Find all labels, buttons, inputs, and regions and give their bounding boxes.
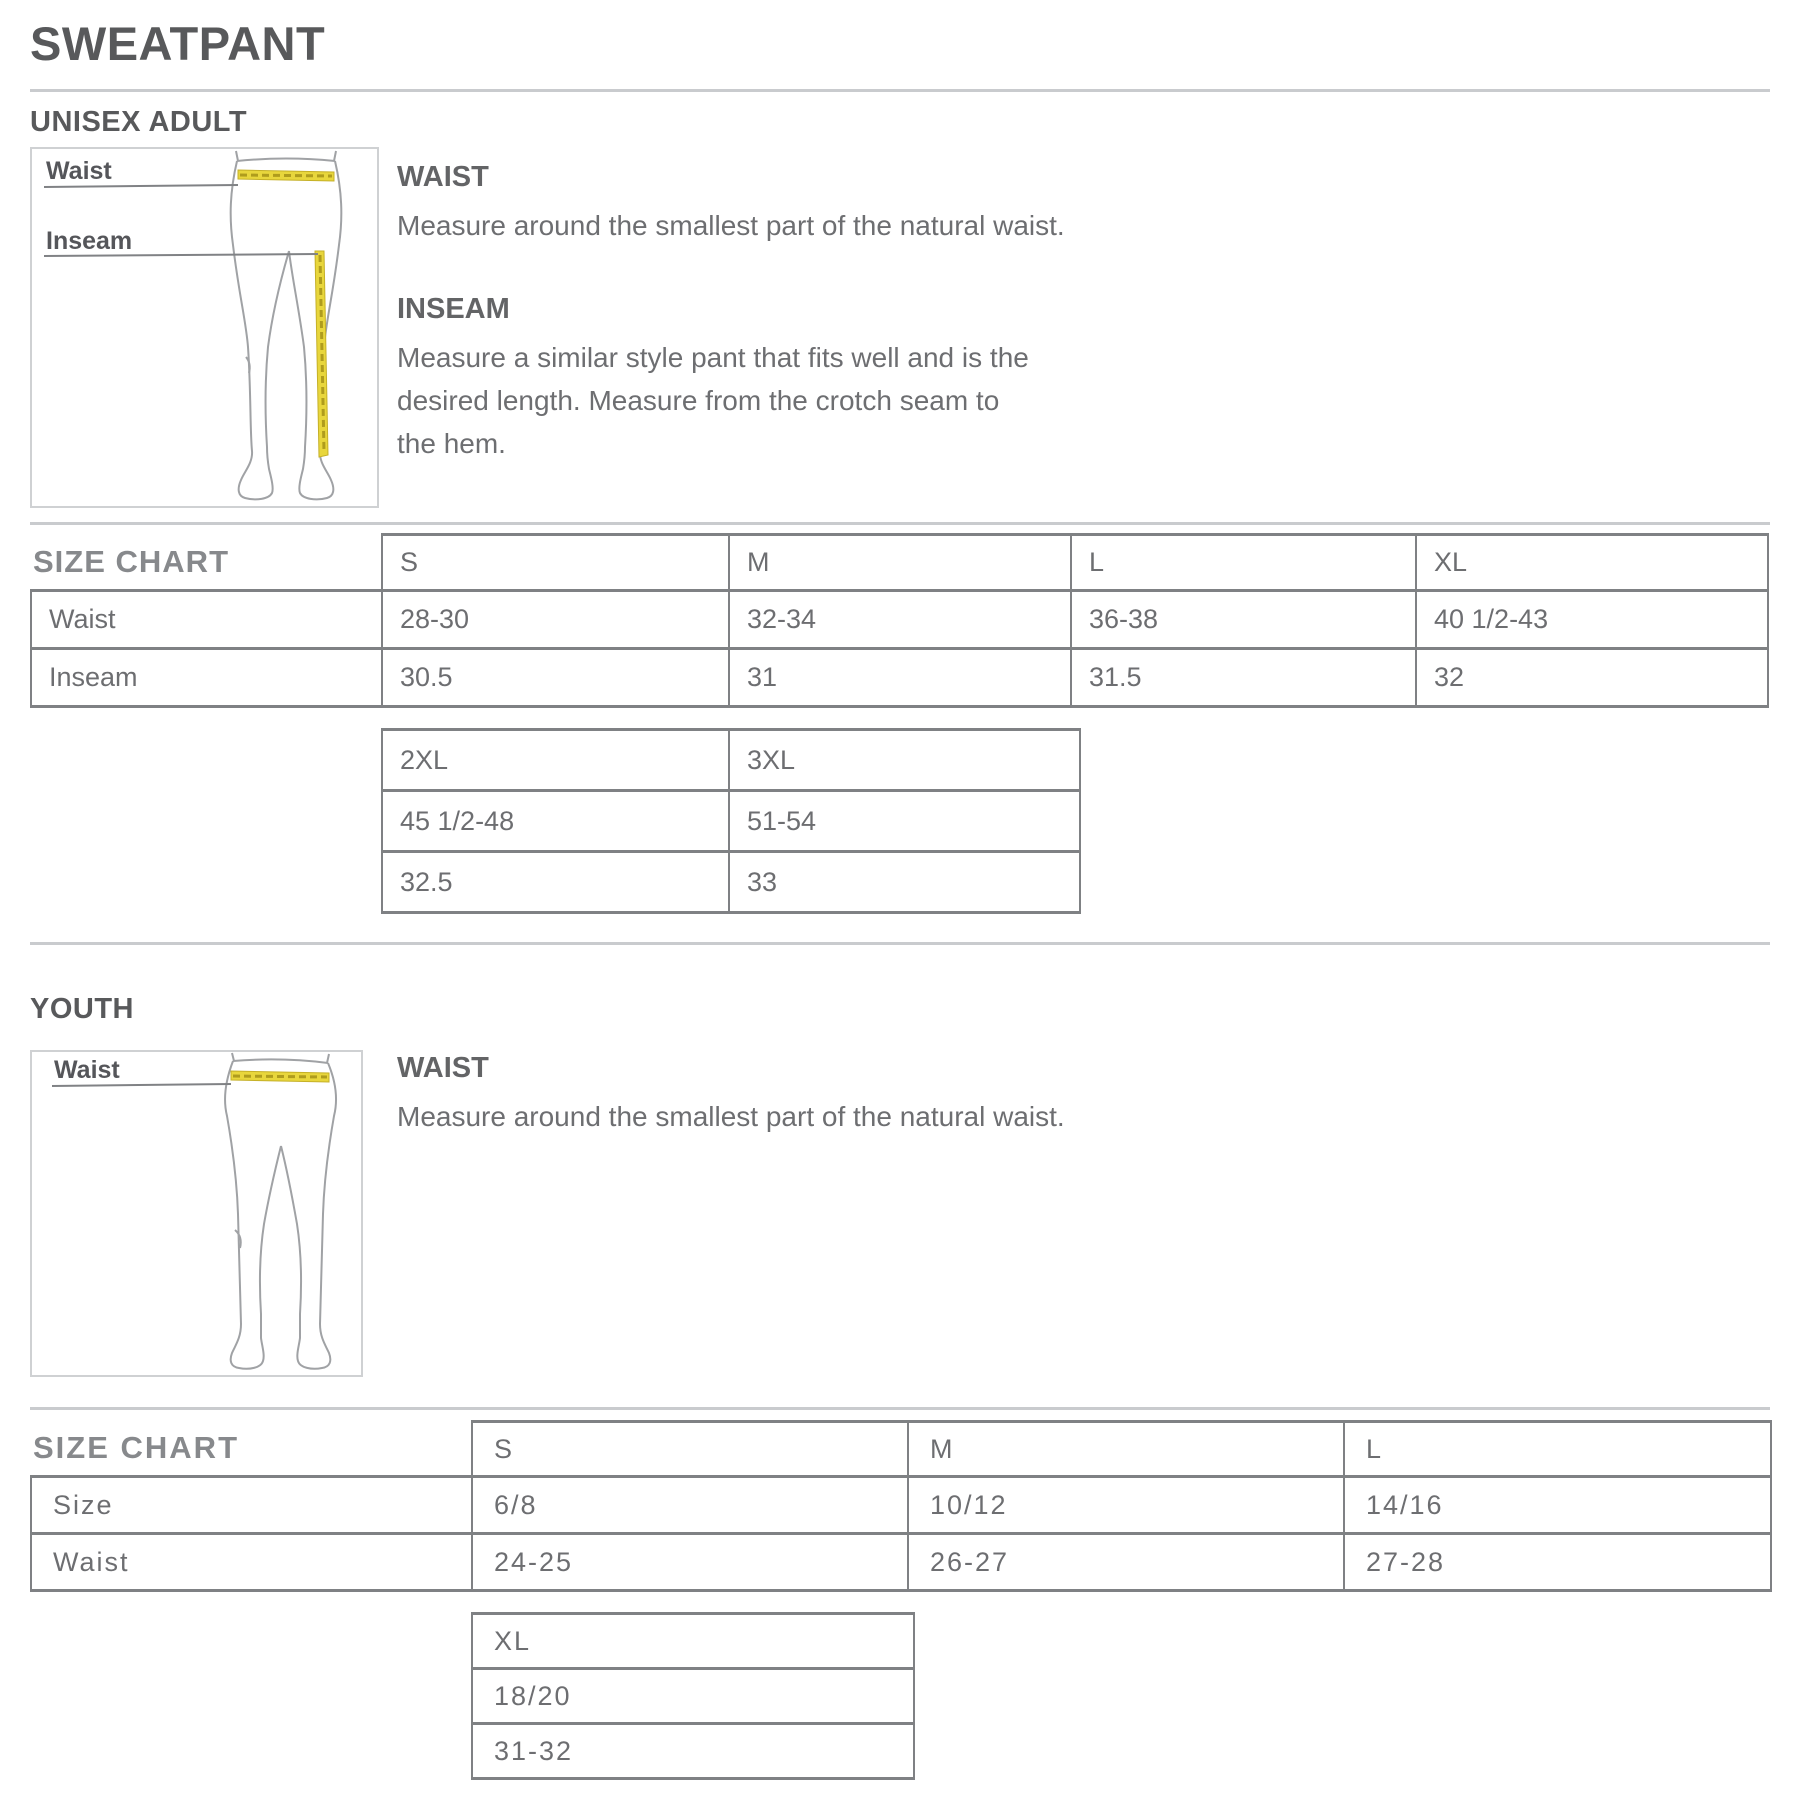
figure-waist-label: Waist [46, 157, 112, 185]
value-cell: 31 [729, 649, 1071, 707]
value-cell: 51-54 [729, 791, 1080, 852]
adult-size-chart-header-row [31, 535, 1768, 591]
adult-inseam-row [31, 649, 1768, 707]
waist-instruction-text: Measure around the smallest part of the natural waist. [397, 1101, 1065, 1132]
adult-extended-sizes-table [381, 728, 1081, 914]
left-leg-outline [225, 1061, 281, 1369]
size-chart-label-cell [31, 1422, 472, 1477]
value-cell: 26-27 [908, 1534, 1344, 1591]
figure-waist-label: Waist [54, 1056, 120, 1084]
youth-pants-diagram [32, 1052, 361, 1370]
adult-measure-figure [30, 147, 379, 508]
adult-extended-header-row [382, 730, 1080, 791]
inseam-instruction-line: desired length. Measure from the crotch seam to [397, 385, 1000, 416]
value-cell: 31.5 [1071, 649, 1416, 707]
value-cell: 40 1/2-43 [1416, 591, 1768, 649]
column-header-2xl: 2XL [382, 730, 729, 791]
column-header-s: S [382, 535, 729, 591]
youth-size-chart-table [30, 1420, 1772, 1592]
value-cell: 36-38 [1071, 591, 1416, 649]
value-cell: 14/16 [1344, 1477, 1771, 1534]
youth-instructions [397, 1050, 1065, 1138]
adult-instructions [397, 147, 1065, 465]
inseam-instruction-title: INSEAM [397, 293, 510, 325]
adult-extended-waist-row [382, 791, 1080, 852]
adult-waist-row [31, 591, 1768, 649]
page-title: SWEATPANT [30, 17, 326, 70]
size-chart-label: SIZE CHART [33, 1430, 239, 1466]
adult-size-chart-table [30, 533, 1769, 708]
column-header-3xl: 3XL [729, 730, 1080, 791]
adult-extended-inseam-row [382, 852, 1080, 913]
figure-inseam-label: Inseam [46, 227, 133, 255]
youth-figure-row [30, 1050, 1770, 1377]
youth-extended-header-row [472, 1614, 914, 1669]
waist-instruction-title: WAIST [397, 161, 489, 193]
value-cell: 31-32 [472, 1724, 914, 1779]
youth-waist-row [31, 1534, 1771, 1591]
value-cell: 6/8 [472, 1477, 908, 1534]
value-cell: 18/20 [472, 1669, 914, 1724]
divider [30, 522, 1770, 525]
adult-figure-row [30, 147, 1770, 508]
column-header-xl: XL [1416, 535, 1768, 591]
divider [30, 1407, 1770, 1410]
row-label: Waist [31, 591, 382, 649]
row-label: Inseam [31, 649, 382, 707]
value-cell: 28-30 [382, 591, 729, 649]
column-header-m: M [729, 535, 1071, 591]
youth-extended-size-row [472, 1669, 914, 1724]
column-header-l: L [1071, 535, 1416, 591]
size-chart-label: SIZE CHART [33, 543, 229, 579]
waist-instruction-title: WAIST [397, 1052, 489, 1084]
inseam-instruction-line: Measure a similar style pant that fits well and is the [397, 342, 1029, 373]
value-cell: 10/12 [908, 1477, 1344, 1534]
value-cell: 24-25 [472, 1534, 908, 1591]
waist-instruction [397, 1052, 1065, 1138]
right-leg-outline [281, 1063, 336, 1369]
column-header-m: M [908, 1422, 1344, 1477]
inseam-instruction [397, 293, 1065, 465]
section-heading-youth: YOUTH [30, 993, 134, 1025]
waist-instruction [397, 161, 1065, 247]
row-label: Waist [31, 1534, 472, 1591]
inseam-instruction-line: the hem. [397, 428, 506, 459]
youth-extended-waist-row [472, 1724, 914, 1779]
column-header-xl: XL [472, 1614, 914, 1669]
column-header-s: S [472, 1422, 908, 1477]
value-cell: 33 [729, 852, 1080, 913]
value-cell: 32-34 [729, 591, 1071, 649]
youth-extended-sizes-table [471, 1612, 915, 1780]
value-cell: 45 1/2-48 [382, 791, 729, 852]
adult-pants-diagram [32, 149, 377, 501]
youth-measure-figure [30, 1050, 363, 1377]
divider [30, 942, 1770, 945]
column-header-l: L [1344, 1422, 1771, 1477]
value-cell: 30.5 [382, 649, 729, 707]
youth-size-row [31, 1477, 1771, 1534]
right-leg-outline [289, 161, 341, 499]
size-chart-label-cell [31, 535, 382, 591]
value-cell: 32.5 [382, 852, 729, 913]
value-cell: 32 [1416, 649, 1768, 707]
waist-instruction-text: Measure around the smallest part of the natural waist. [397, 210, 1065, 241]
value-cell: 27-28 [1344, 1534, 1771, 1591]
divider [30, 89, 1770, 92]
section-heading-adult: UNISEX ADULT [30, 106, 248, 138]
row-label: Size [31, 1477, 472, 1534]
left-leg-outline [231, 161, 289, 499]
youth-size-chart-header-row [31, 1422, 1771, 1477]
